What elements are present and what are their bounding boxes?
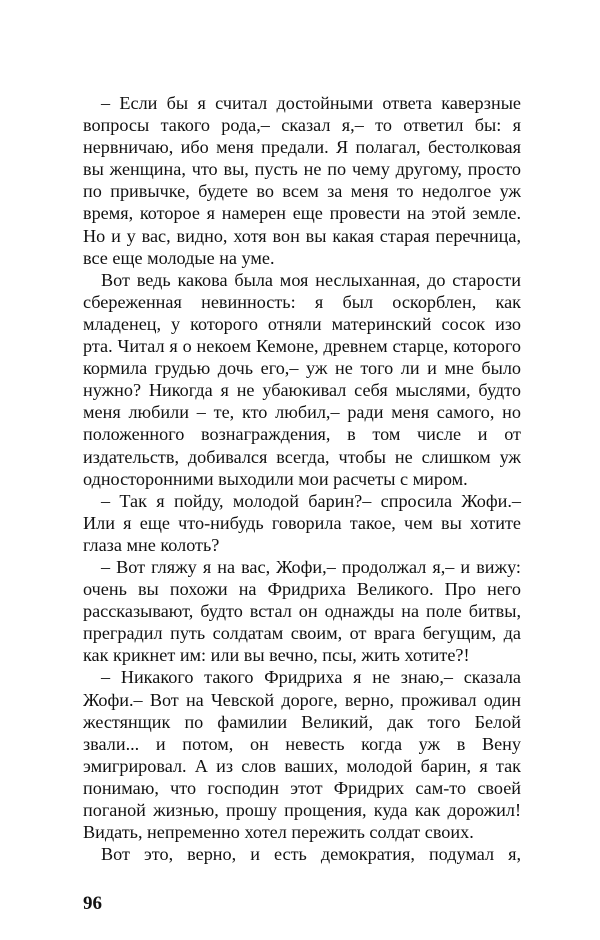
paragraph-1: – Если бы я считал достойными ответа каверзные вопросы такого рода,– сказал я,– то ответил бы: я нервничаю, ибо меня предали. Я полагал, бестолковая вы женщина, что вы, пусть не по чему другому, просто по привычке, будете во всем за меня то недолгое уж время, которое я намерен еще провести на этой земле. Но и у вас, видно, хотя вон вы какая старая перечница, все еще молодые на уме. bbox=[83, 93, 521, 268]
paragraph-5: – Никакого такого Фридриха я не знаю,– сказала Жофи.– Вот на Чевской дороге, верно, проживал один жестянщик по фамилии Великий, дак того Белой звали... и потом, он невесть когда уж в Вену эмигрировал. А из слов ваших, молодой барин, я так понимаю, что господин этот Фридрих сам-то своей поганой жизнью, прошу прощения, куда как дорожил! Видать, непременно хотел пережить солдат своих. bbox=[83, 667, 521, 843]
paragraph-6: Вот это, верно, и есть демократия, подумал я, bbox=[101, 844, 521, 865]
paragraph-4: – Вот гляжу я на вас, Жофи,– продолжал я,– и вижу: очень вы похожи на Фридриха Великого. Про него рассказывают, будто встал он однажды на поле битвы, преградил путь солдатам своим, от врага бегущим, да как крикнет им: или вы вечно, псы, жить хотите?! bbox=[83, 556, 521, 666]
page-number: 96 bbox=[83, 893, 102, 914]
paragraph-2: Вот ведь какова была моя неслыханная, до старости сбереженная невинность: я был оскорблен, как младенец, у которого отняли материнский сосок изо рта. Читал я о некоем Кемоне, древнем старце, которого кормила грудью дочь его,– уж не того ли и мне было нужно? Никогда я не убаюкивал себя мыслями, будто меня любили – те, кто любил,– ради меня самого, но положенного вознаграждения, в том числе и от издательств, добивался всегда, чтобы не слишком уж односторонними выходили мои расчеты с миром. bbox=[83, 269, 521, 489]
paragraph-3: – Так я пойду, молодой барин?– спросила Жофи.– Или я еще что-нибудь говорила такое, чем вы хотите глаза мне колоть? bbox=[83, 490, 521, 555]
page-body-text bbox=[83, 92, 521, 865]
